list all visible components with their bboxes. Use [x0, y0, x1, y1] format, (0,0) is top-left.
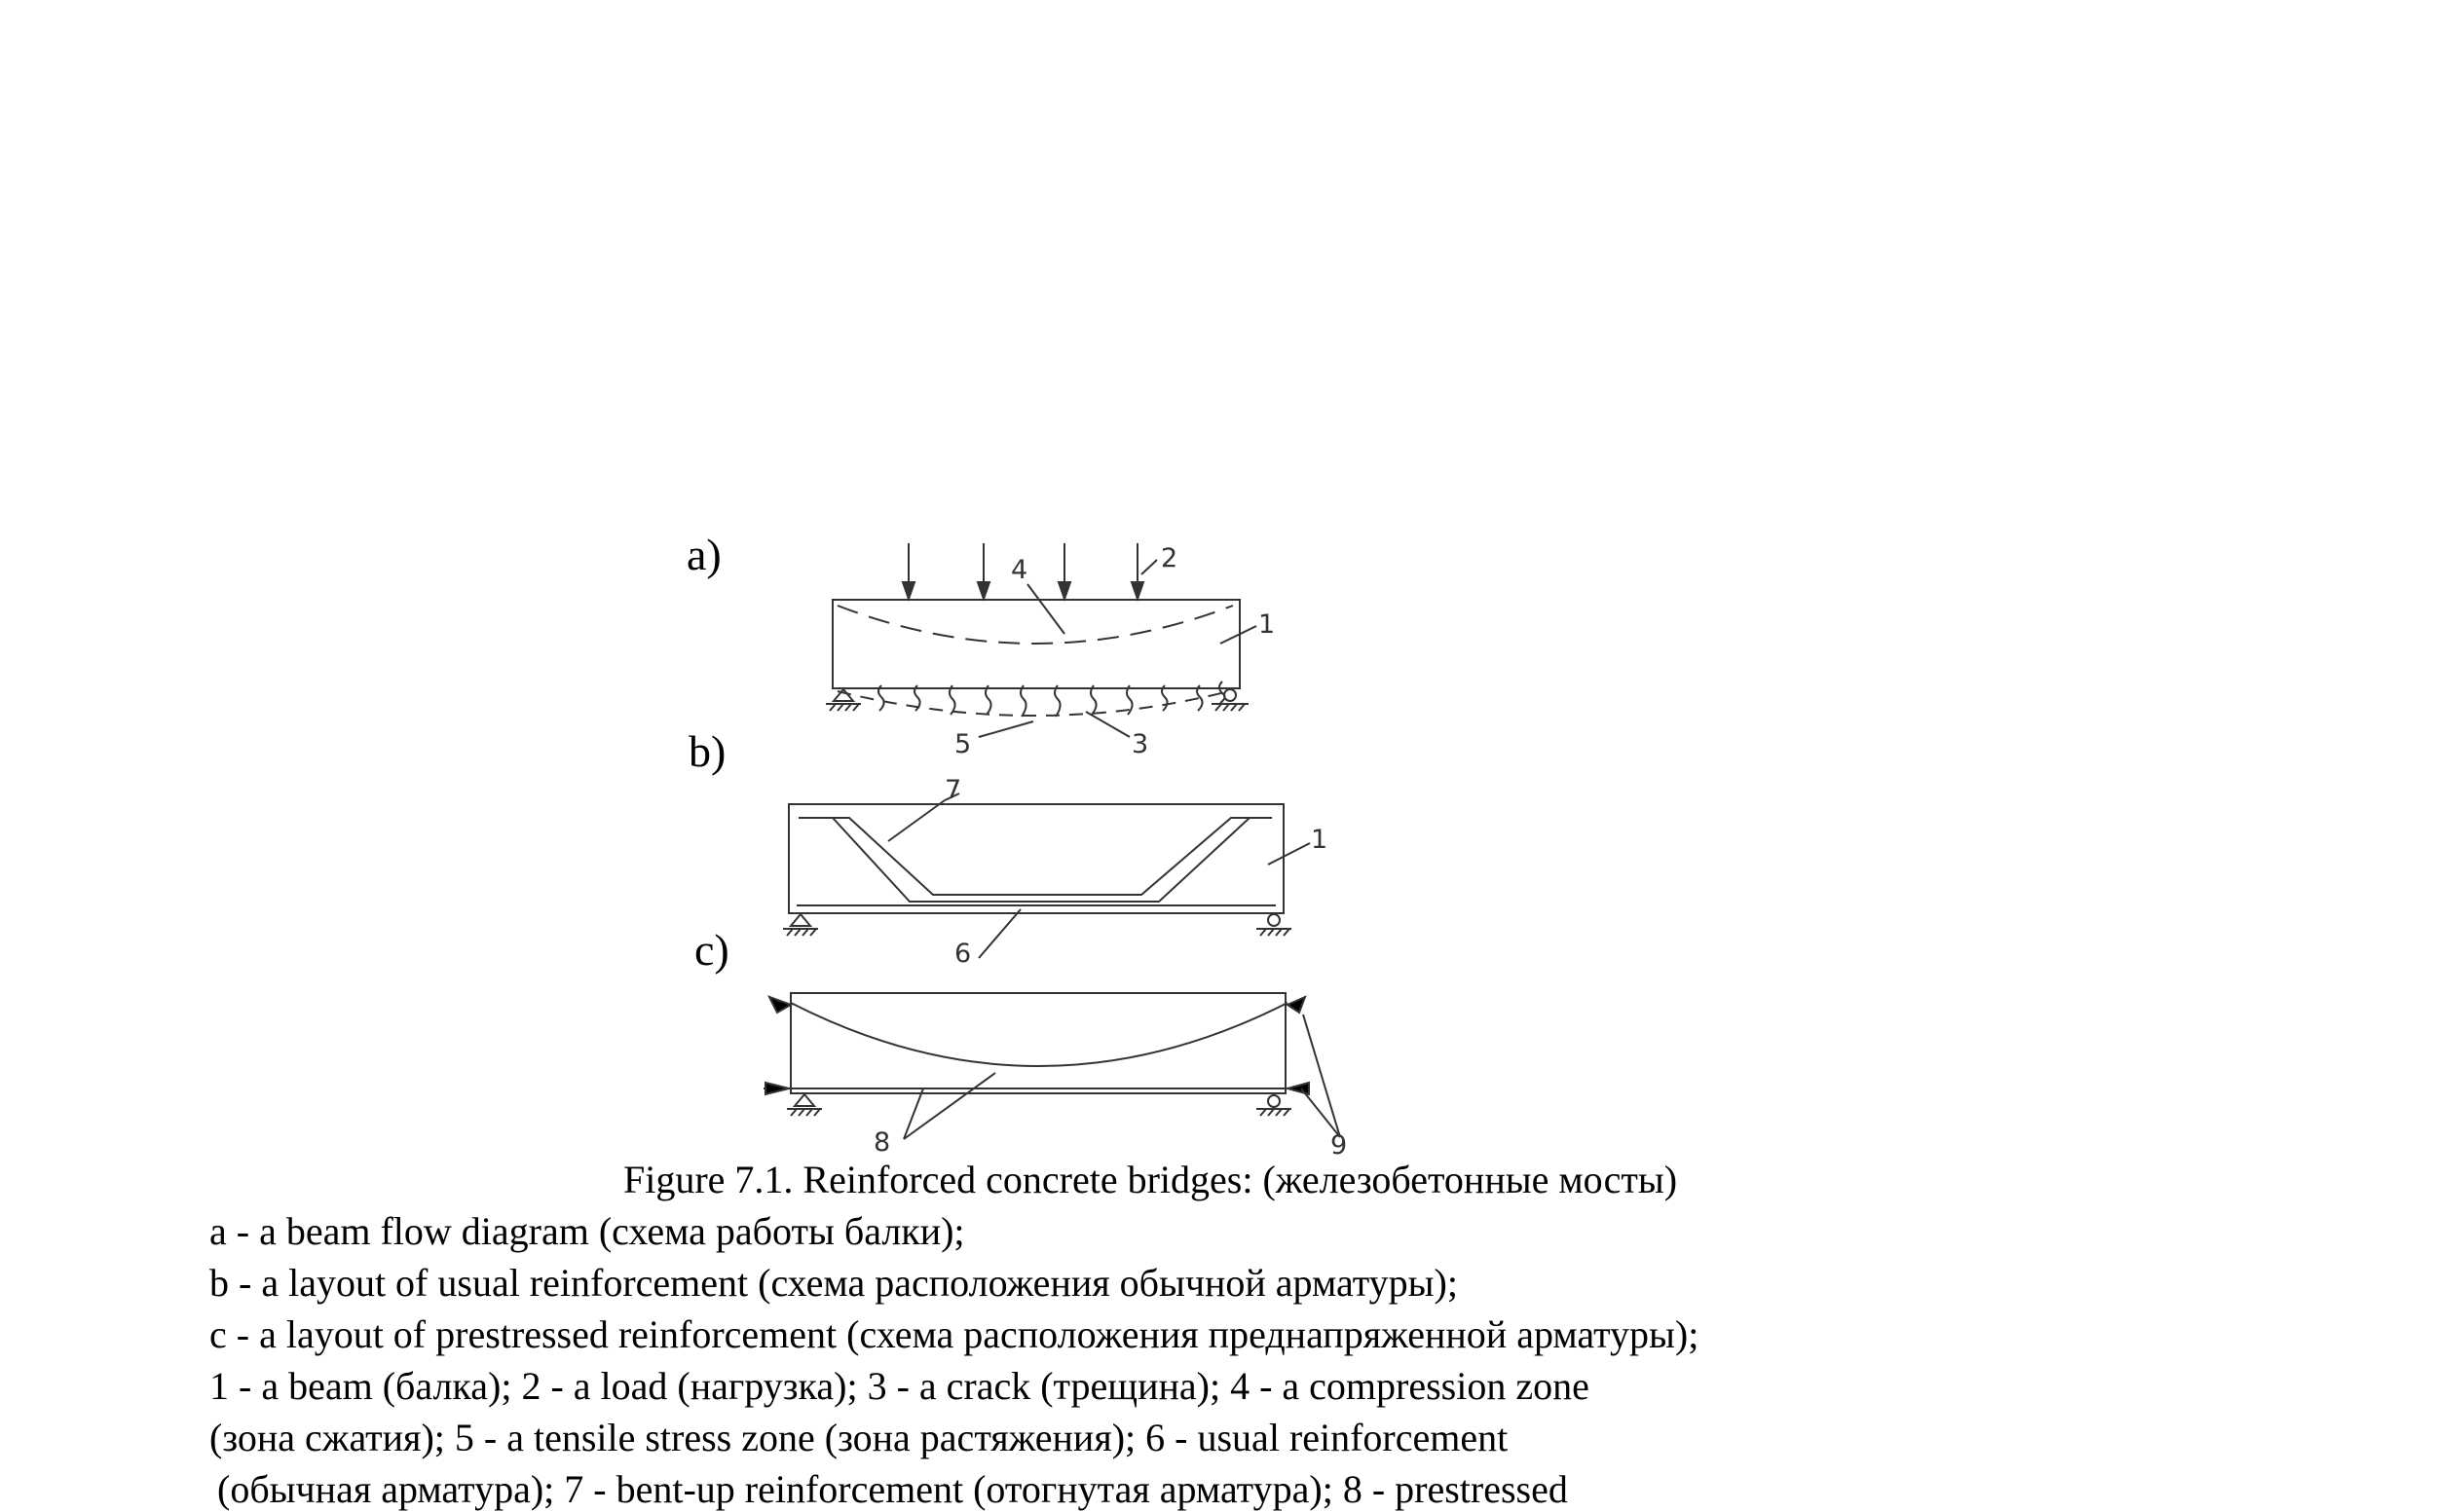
- panel-label-b: b): [689, 726, 727, 776]
- caption-line: 1 - a beam (балка); 2 - a load (нагрузка); 3 - a crack (трещина); 4 - a compression zone: [209, 1364, 1589, 1408]
- callout-8: 8: [874, 1127, 891, 1158]
- caption-line: b - a layout of usual reinforcement (схема расположения обычной арматуры);: [209, 1261, 1458, 1305]
- caption-line: a - a beam flow diagram (схема работы балки);: [209, 1209, 965, 1253]
- callout-3: 3: [1132, 729, 1149, 759]
- caption-line: c - a layout of prestressed reinforcement (схема расположения преднапряженной арматуры);: [209, 1312, 1699, 1356]
- callout-1a: 1: [1258, 609, 1276, 640]
- callout-5: 5: [954, 729, 972, 759]
- panel-label-a: a): [687, 530, 722, 579]
- panel-label-c: c): [694, 925, 729, 975]
- caption-title: Figure 7.1. Reinforced concrete bridges: (железобетонные мосты): [623, 1158, 1678, 1201]
- callout-9: 9: [1330, 1130, 1348, 1161]
- callout-1b: 1: [1311, 825, 1328, 855]
- caption-line: (зона сжатия); 5 - a tensile stress zone (зона растяжения); 6 - usual reinforcement: [209, 1416, 1509, 1459]
- callout-6: 6: [954, 939, 972, 969]
- caption-line: (обычная арматура); 7 - bent-up reinforcement (отогнутая арматура); 8 - prestressed: [217, 1467, 1568, 1511]
- callout-4: 4: [1011, 555, 1028, 585]
- callout-7: 7: [945, 775, 962, 805]
- callout-2: 2: [1161, 543, 1178, 573]
